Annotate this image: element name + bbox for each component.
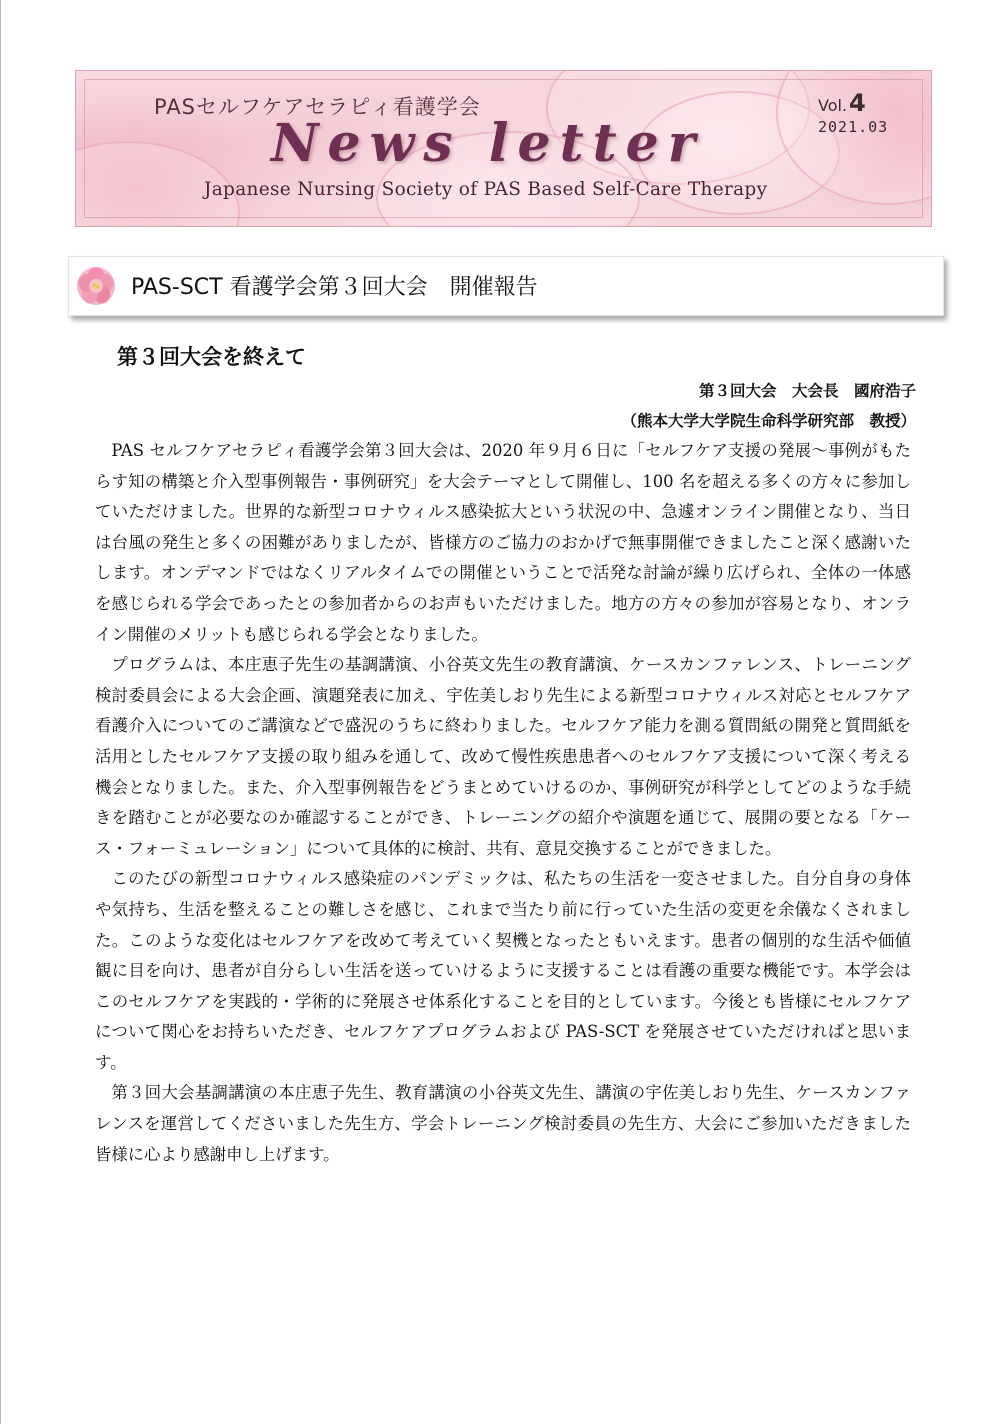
pink-flower-icon	[74, 264, 118, 308]
paragraph: プログラムは、本庄恵子先生の基調講演、小谷英文先生の教育講演、ケースカンファレンス、トレーニング検討委員会による大会企画、演題発表に加え、宇佐美しおり先生による新型コロナウィルス対応とセルフケア看護介入についてのご講演などで盛況のうちに終わりました。セルフケア能力を測る質問紙の開発と質問紙を活用としたセルフケア支援の取り組みを通して、改めて慢性疾患患者へのセルフケア支援について深く考える機会となりました。また、介入型事例報告をどうまとめていけるのか、事例研究が科学としてどのような手続きを踏むことが必要なのか確認することができ、トレーニングの紹介や演題を通じて、展開の要となる「ケース・フォーミュレーション」について具体的に検討、共有、意見交換することができました。	[95, 655, 911, 858]
article-title: 第３回大会を終えて	[117, 345, 306, 369]
author-name: 第３回大会 大会長 國府浩子	[698, 382, 916, 400]
newsletter-banner	[75, 70, 932, 227]
page-edge	[0, 0, 1, 1424]
paragraph: 第３回大会基調講演の本庄恵子先生、教育講演の小谷英文先生、講演の宇佐美しおり先生、ケースカンファレンスを運営してくださいました先生方、学会トレーニング検討委員の先生方、大会にご参加いただきました皆様に心より感謝申し上げます。	[95, 1083, 911, 1164]
banner-org-name: PASセルフケアセラピィ看護学会	[154, 95, 481, 119]
author-affiliation: （熊本大学大学院生命科学研究部 教授）	[621, 412, 916, 430]
section-title: PAS-SCT 看護学会第３回大会 開催報告	[131, 275, 538, 300]
banner-title: News letter	[271, 113, 705, 174]
section-header	[68, 256, 944, 316]
banner-subtitle: Japanese Nursing Society of PAS Based Self-Care Therapy	[204, 179, 768, 200]
paragraph: このたびの新型コロナウィルス感染症のパンデミックは、私たちの生活を一変させました。自分自身の身体や気持ち、生活を整えることの難しさを感じ、これまで当たり前に行っていた生活の変更を余儀なくされました。このような変化はセルフケアを改めて考えていく契機となったともいえます。患者の個別的な生活や価値観に目を向け、患者が自分らしい生活を送っていけるように支援することは看護の重要な機能です。本学会はこのセルフケアを実践的・学術的に発展させ体系化することを目的としています。今後とも皆様にセルフケアについて関心をお持ちいただき、セルフケアプログラムおよび PAS-SCT を発展させていただければと思います。	[95, 869, 911, 1072]
paragraph: PAS セルフケアセラピィ看護学会第３回大会は、2020 年９月６日に「セルフケア支援の発展～事例がもたらす知の構築と介入型事例報告・事例研究」を大会テーマとして開催し、100 名を超える多くの方々に参加していただけました。世界的な新型コロナウィルス感染拡大という状況の中、急遽オンライン開催となり、当日は台風の発生と多くの困難がありましたが、皆様方のご協力のおかげで無事開催できましたこと深く感謝いたします。オンデマンドではなくリアルタイムでの開催ということで活発な討論が繰り広げられ、全体の一体感を感じられる学会であったとの参加者からのお声もいただけました。地方の方々の参加が容易となり、オンライン開催のメリットも感じられる学会となりました。	[95, 441, 911, 644]
volume-label: Vol.	[818, 96, 848, 115]
volume-number: 4	[849, 89, 866, 117]
issue-date: 2021.03	[818, 118, 889, 136]
article-body	[95, 436, 911, 1170]
volume-badge	[818, 89, 866, 117]
